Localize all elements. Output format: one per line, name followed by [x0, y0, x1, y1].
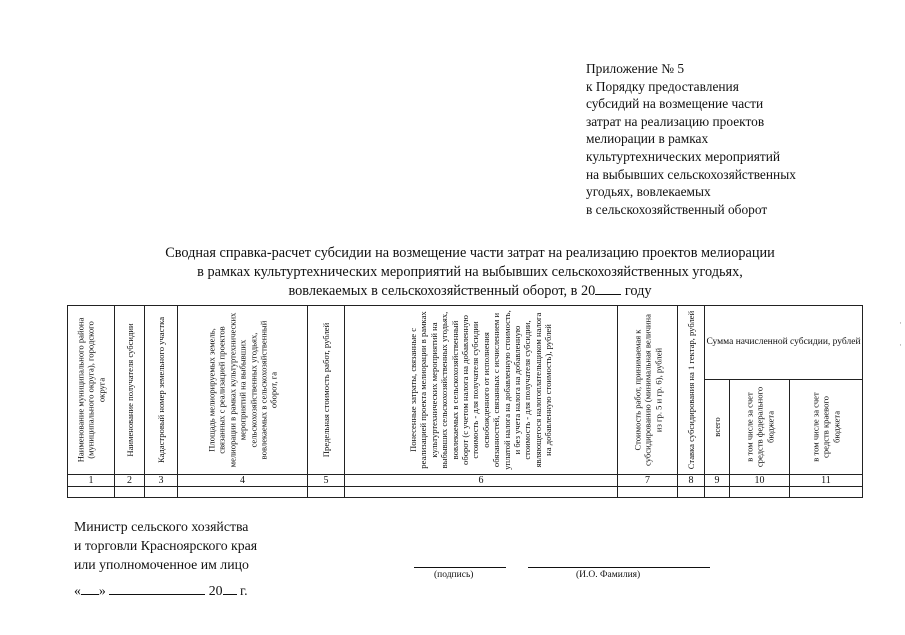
header-cell-incurred-costs	[345, 306, 618, 475]
header-cell-cadastral	[145, 306, 178, 475]
signature-caption: (подпись)	[434, 570, 474, 580]
date-quote-open: «	[74, 583, 81, 598]
title-line-3	[120, 281, 820, 301]
header-recipient: Наименование получателя субсидии	[124, 323, 135, 457]
header-cell-recipient	[115, 306, 145, 475]
col-number: 6	[345, 475, 618, 487]
month-blank	[109, 582, 205, 595]
scan-artifact: ·	[899, 318, 902, 328]
date-quote-close: »	[98, 583, 106, 598]
table-cell	[345, 487, 618, 498]
name-caption: (И.О. Фамилия)	[576, 570, 641, 580]
subsidy-table	[67, 305, 863, 498]
table-cell	[678, 487, 705, 498]
signatory-line: и торговли Красноярского края	[74, 538, 258, 553]
appendix-line: в сельскохозяйственный оборот	[586, 201, 768, 217]
date-year: 20	[208, 583, 223, 598]
header-cell-regional	[790, 380, 863, 475]
appendix-line: к Порядку предоставления	[586, 78, 739, 94]
table-cell	[705, 487, 730, 498]
header-cell-total	[705, 380, 730, 475]
table-cell	[790, 487, 863, 498]
col-number: 2	[115, 475, 145, 487]
year-suffix-blank	[223, 582, 237, 595]
signatory-line: или уполномоченное им лицо	[74, 557, 249, 572]
header-federal: в том числе за счет средств федерального бюджета	[743, 386, 775, 468]
col-number: 11	[790, 475, 863, 487]
table-cell	[68, 487, 115, 498]
table-cell	[178, 487, 308, 498]
header-cell-rate	[678, 306, 705, 475]
appendix-line: Приложение № 5	[586, 61, 685, 76]
appendix-line: мелиорации в рамках	[586, 131, 709, 147]
year-blank	[595, 281, 621, 295]
header-cell-area	[178, 306, 308, 475]
column-number-row	[68, 475, 863, 487]
name-line	[528, 567, 710, 568]
header-cell-max-cost	[308, 306, 345, 475]
header-incurred-costs: Понесенные затраты, связанные с реализацией проекта мелиорации в рамках культуртехнических мероприятий на выбывших сельскохозяйственных угодьях, вовлекаемых в сельскохозяйственный оборот (с учетом налога на добавленную стоимость - для получателя субсидии освобожденного от исполнения обязанностей, связанных с исчислением и уплатой налога на добавленную стоимость, и без учета налога на добавленную стоимость - для получателя субсидии, являющегося налогоплательщиком налога на добавленную стоимость), рублей	[408, 310, 554, 470]
scan-artifact: ·	[899, 340, 902, 350]
col-number: 9	[705, 475, 730, 487]
title-line-3-prefix: вовлекаемых в сельскохозяйственный оборот, в 20	[288, 283, 596, 299]
empty-data-row	[68, 487, 863, 498]
col-number: 4	[178, 475, 308, 487]
appendix-line: культуртехнических мероприятий	[586, 148, 781, 164]
date-suffix: г.	[239, 583, 248, 598]
signature-line	[414, 567, 506, 568]
appendix-line: на выбывших сельскохозяйственных	[586, 166, 796, 182]
col-number: 3	[145, 475, 178, 487]
header-district: Наименование муниципального района (муниципального округа), городского округа	[75, 317, 107, 463]
table-cell	[308, 487, 345, 498]
day-blank	[81, 582, 99, 595]
col-number: 8	[678, 475, 705, 487]
header-sum-group: Сумма начисленной субсидии, рублей	[705, 306, 863, 380]
appendix-line: субсидий на возмещение части	[586, 96, 764, 112]
col-number: 7	[618, 475, 678, 487]
table-cell	[145, 487, 178, 498]
appendix-line: затрат на реализацию проектов	[586, 113, 765, 129]
header-cell-accepted-cost	[618, 306, 678, 475]
header-total: всего	[711, 417, 722, 437]
signatory-block	[74, 517, 257, 574]
col-number: 5	[308, 475, 345, 487]
signatory-line: Министр сельского хозяйства	[74, 519, 249, 534]
table-cell	[618, 487, 678, 498]
header-cadastral: Кадастровый номер земельного участка	[155, 316, 166, 464]
document-title	[120, 244, 820, 301]
header-regional: в том числе за счет средств краевого бюджета	[810, 392, 842, 462]
col-number: 10	[730, 475, 790, 487]
header-cell-district	[68, 306, 115, 475]
header-area: Площадь мелиорируемых земель, связанных с реализацией проектов мелиорации в рамках культуртехнических мероприятий на выбывших сельскохозяйственных угодьях, вовлекаемых в сельскохозяйственный оборот, га	[206, 312, 279, 468]
table-cell	[730, 487, 790, 498]
header-max-cost: Предельная стоимость работ, рублей	[320, 322, 331, 458]
header-cell-federal	[730, 380, 790, 475]
date-line	[74, 582, 248, 599]
title-line-1: Сводная справка-расчет субсидии на возмещение части затрат на реализацию проектов мелиорации	[165, 245, 775, 261]
appendix-line: угодьях, вовлекаемых	[586, 184, 711, 200]
title-line-2: в рамках культуртехнических мероприятий на выбывших сельскохозяйственных угодьях,	[197, 263, 743, 280]
table-cell	[115, 487, 145, 498]
title-line-3-suffix: году	[624, 283, 652, 299]
header-rate: Ставка субсидирования на 1 гектар, рублей	[685, 310, 696, 470]
col-number: 1	[68, 475, 115, 487]
appendix-block	[586, 60, 796, 218]
header-accepted-cost: Стоимость работ, принимаемая к субсидированию (минимальная величина из гр. 5 и гр. 6), рублей	[631, 314, 663, 466]
